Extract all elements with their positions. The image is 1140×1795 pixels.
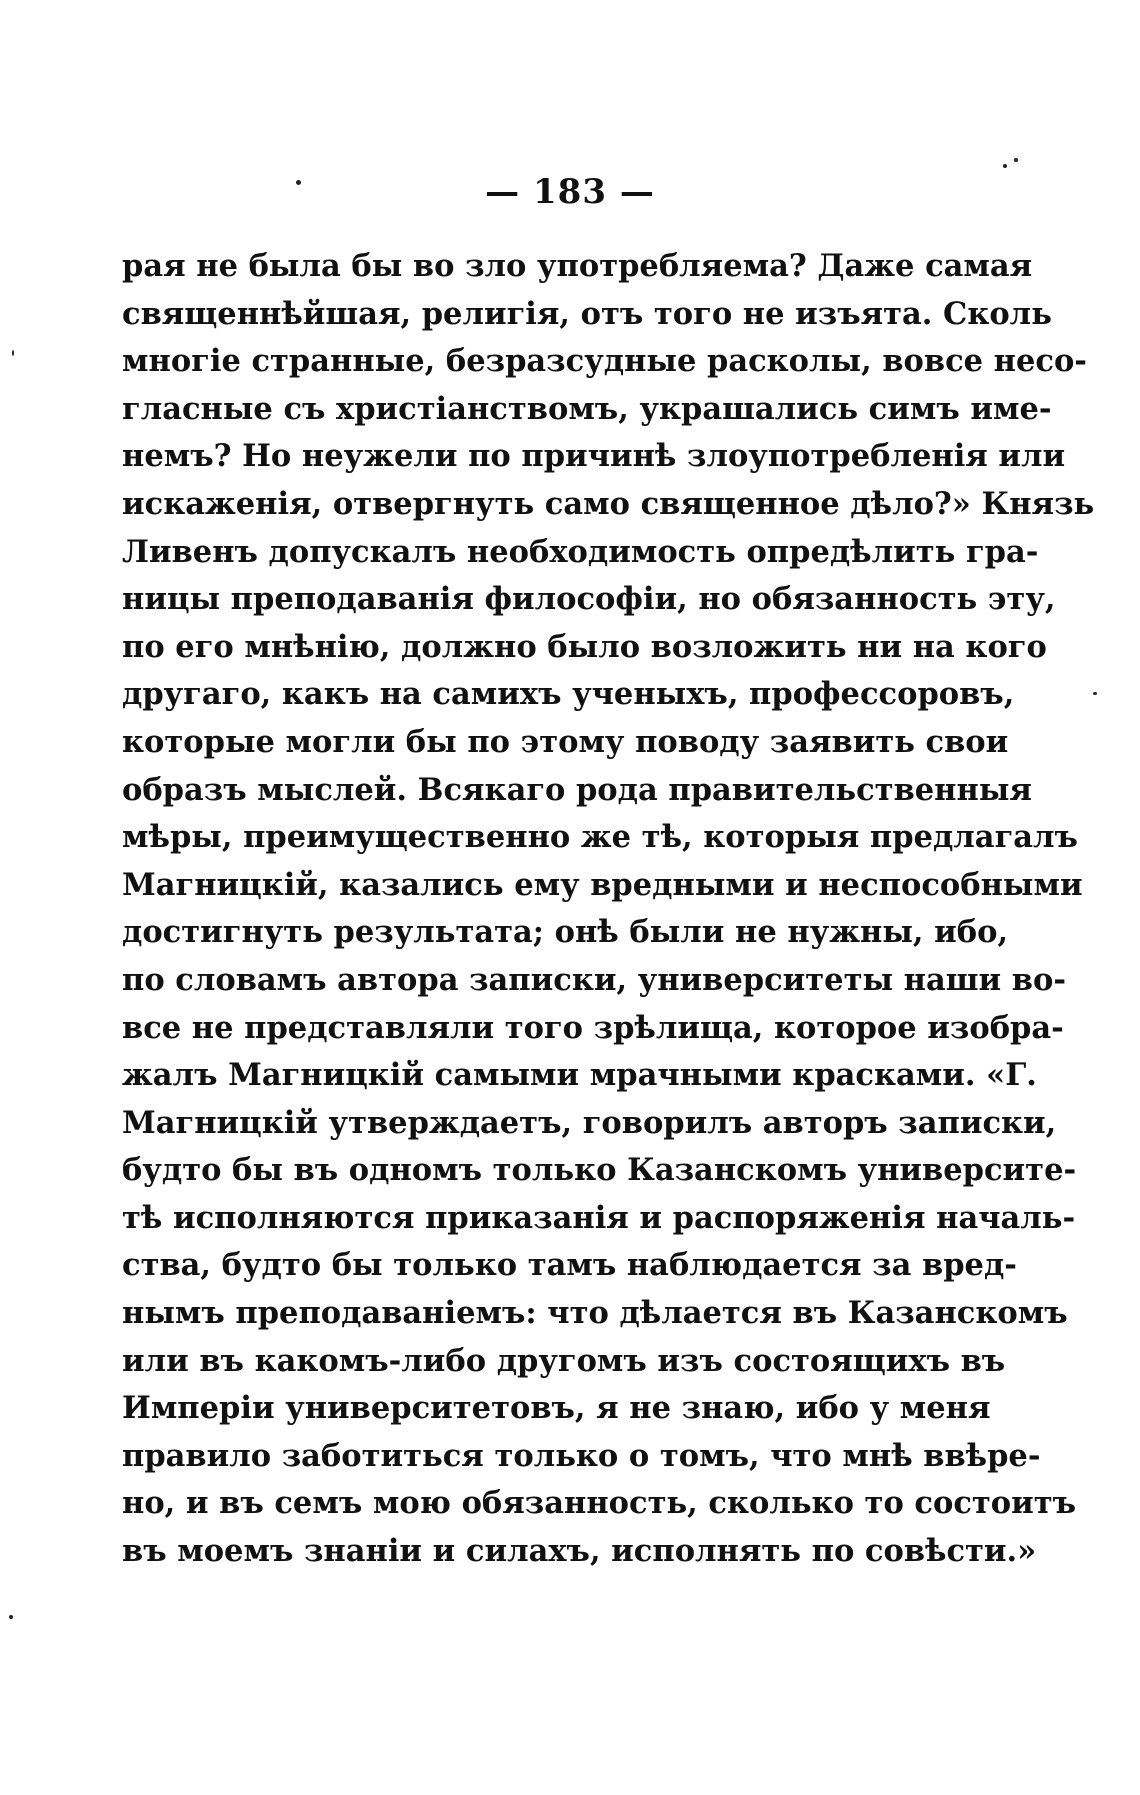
text-line: ницы преподаванія философіи, но обязанность эту, — [122, 581, 1056, 618]
text-line: ства, будто бы только тамъ наблюдается за вред- — [122, 1247, 1017, 1284]
scan-speck — [12, 350, 14, 356]
text-line: нымъ преподаваніемъ: что дѣлается въ Казанскомъ — [122, 1295, 1068, 1332]
scan-speck — [1014, 158, 1018, 162]
text-line: которые могли бы по этому поводу заявить свои — [122, 723, 1009, 760]
text-line: образъ мыслей. Всякаго рода правительственныя — [122, 771, 1032, 808]
text-line: тѣ исполняются приказанія и распоряженія началь- — [122, 1199, 1076, 1236]
text-line: немъ? Но неужели по причинѣ злоупотребленія или — [122, 438, 1066, 475]
text-line: все не представляли того зрѣлища, которое изобра- — [122, 1009, 1064, 1046]
scan-speck — [1093, 692, 1097, 695]
text-line: искаженія, отвергнуть само священное дѣло?» Князь — [122, 485, 1095, 522]
scan-speck — [296, 180, 301, 185]
text-line: достигнуть результата; онѣ были не нужны, ибо, — [122, 914, 1009, 951]
text-line: Ливенъ допускалъ необходимость опредѣлить гра- — [122, 533, 1039, 570]
text-line: Магницкій, казались ему вредными и неспособными — [122, 866, 1083, 903]
text-line: Магницкій утверждаетъ, говорилъ авторъ записки, — [122, 1104, 1057, 1141]
scan-speck — [9, 1615, 13, 1619]
text-line: по словамъ автора записки, университеты наши во- — [122, 961, 1066, 998]
text-line: въ моемъ знаніи и силахъ, исполнять по совѣсти.» — [122, 1533, 1037, 1570]
text-line: Имперіи университетовъ, я не знаю, ибо у меня — [122, 1390, 991, 1427]
text-line: по его мнѣнію, должно было возложить ни на кого — [122, 628, 1047, 665]
text-line: многіе странные, безразсудные расколы, вовсе несо- — [122, 343, 1087, 380]
scan-speck — [1003, 164, 1007, 168]
text-line: жалъ Магницкій самыми мрачными красками. «Г. — [122, 1057, 1037, 1094]
text-line: или въ какомъ-либо другомъ изъ состоящихъ въ — [122, 1342, 1006, 1379]
text-line: священнѣйшая, религія, отъ того не изъята. Сколь — [122, 295, 1052, 332]
text-line: другаго, какъ на самихъ ученыхъ, профессоровъ, — [122, 676, 1015, 713]
page-number: — 183 — — [485, 172, 655, 212]
body-text — [122, 243, 1095, 1576]
text-line: рая не была бы во зло употребляема? Даже самая — [122, 248, 1033, 284]
text-line: гласные съ христіанствомъ, украшались симъ име- — [122, 390, 1052, 427]
text-line: мѣры, преимущественно же тѣ, которыя предлагалъ — [122, 819, 1078, 856]
text-line: правило заботиться только о томъ, что мнѣ ввѣре- — [122, 1437, 1041, 1474]
text-line: но, и въ семъ мою обязанность, сколько то состоитъ — [122, 1485, 1077, 1522]
text-line: будто бы въ одномъ только Казанскомъ университе- — [122, 1152, 1077, 1189]
